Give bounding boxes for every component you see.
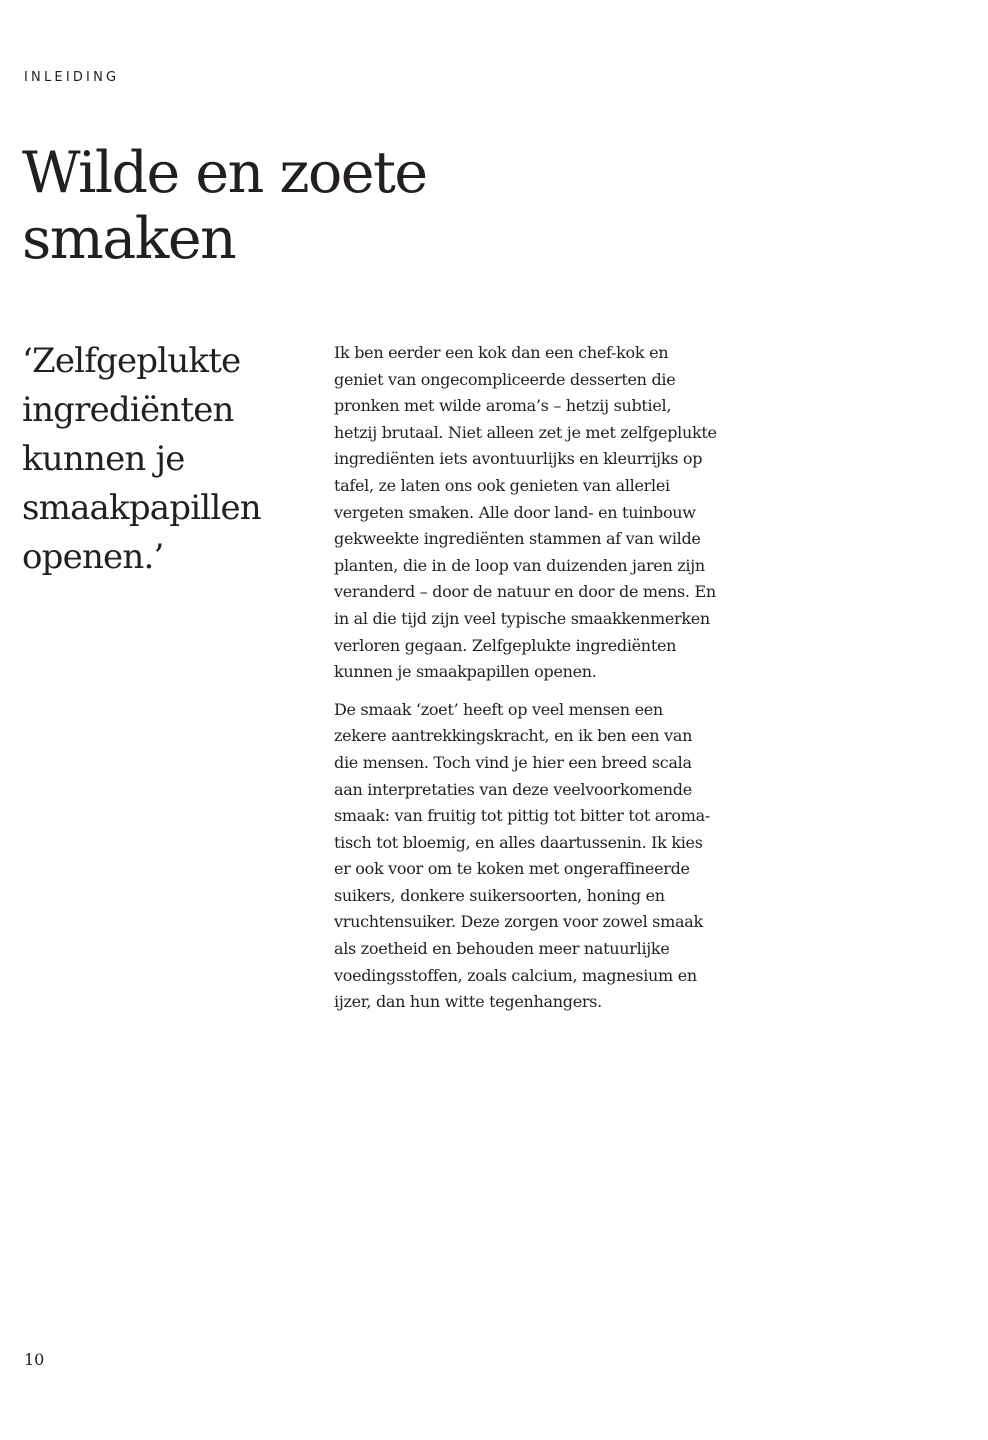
text-line: pronken met wilde aroma’s – hetzij subtiel, — [334, 396, 672, 416]
page-title — [22, 140, 582, 272]
text-line: aan interpretaties van deze veelvoorkomende — [334, 779, 692, 799]
page-number: 10 — [24, 1350, 45, 1369]
text-line: De smaak ‘zoet’ heeft op veel mensen een — [334, 699, 663, 719]
body-paragraph-2 — [334, 697, 774, 1016]
pull-quote-line: openen.’ — [22, 537, 164, 577]
text-line: die mensen. Toch vind je hier een breed scala — [334, 752, 692, 772]
text-line: Ik ben eerder een kok dan een chef-kok en — [334, 343, 669, 362]
pull-quote-line: smaakpapillen — [22, 488, 261, 528]
text-line: veranderd – door de natuur en door de mens. En — [334, 582, 716, 602]
text-line: verloren gegaan. Zelfgeplukte ingrediënten — [334, 635, 677, 655]
body-paragraph-1 — [334, 340, 774, 686]
text-line: suikers, donkere suikersoorten, honing en — [334, 885, 665, 905]
text-line: voedingsstoffen, zoals calcium, magnesium en — [334, 965, 697, 985]
text-line: geniet van ongecompliceerde desserten die — [334, 369, 676, 389]
text-line: ingrediënten iets avontuurlijks en kleurrijks op — [334, 449, 703, 469]
text-line: vergeten smaken. Alle door land- en tuinbouw — [334, 502, 696, 522]
text-line: zekere aantrekkingskracht, en ik ben een van — [334, 726, 693, 746]
text-line: vruchtensuiker. Deze zorgen voor zowel smaak — [334, 912, 703, 932]
pull-quote-line: kunnen je — [22, 439, 185, 479]
section-label: INLEIDING — [24, 70, 120, 85]
text-line: ijzer, dan hun witte tegenhangers. — [334, 992, 602, 1012]
text-line: er ook voor om te koken met ongeraffineerde — [334, 859, 690, 879]
text-line: tafel, ze laten ons ook genieten van allerlei — [334, 475, 670, 495]
title-line: Wilde en zoete — [22, 140, 427, 206]
text-line: hetzij brutaal. Niet alleen zet je met zelfgeplukte — [334, 422, 717, 442]
text-line: planten, die in de loop van duizenden jaren zijn — [334, 555, 705, 575]
text-line: als zoetheid en behouden meer natuurlijke — [334, 939, 670, 959]
text-line: gekweekte ingrediënten stammen af van wilde — [334, 529, 701, 549]
pull-quote-line: ‘Zelfgeplukte — [22, 341, 241, 381]
pull-quote-line: ingrediënten — [22, 390, 234, 430]
title-line: smaken — [22, 206, 236, 272]
text-line: tisch tot bloemig, en alles daartussenin. Ik kies — [334, 832, 703, 852]
pull-quote — [22, 337, 312, 582]
text-line: kunnen je smaakpapillen openen. — [334, 662, 597, 682]
body-text-column — [334, 340, 774, 1027]
text-line: smaak: van fruitig tot pittig tot bitter tot aroma- — [334, 806, 710, 826]
text-line: in al die tijd zijn veel typische smaakkenmerken — [334, 608, 710, 628]
